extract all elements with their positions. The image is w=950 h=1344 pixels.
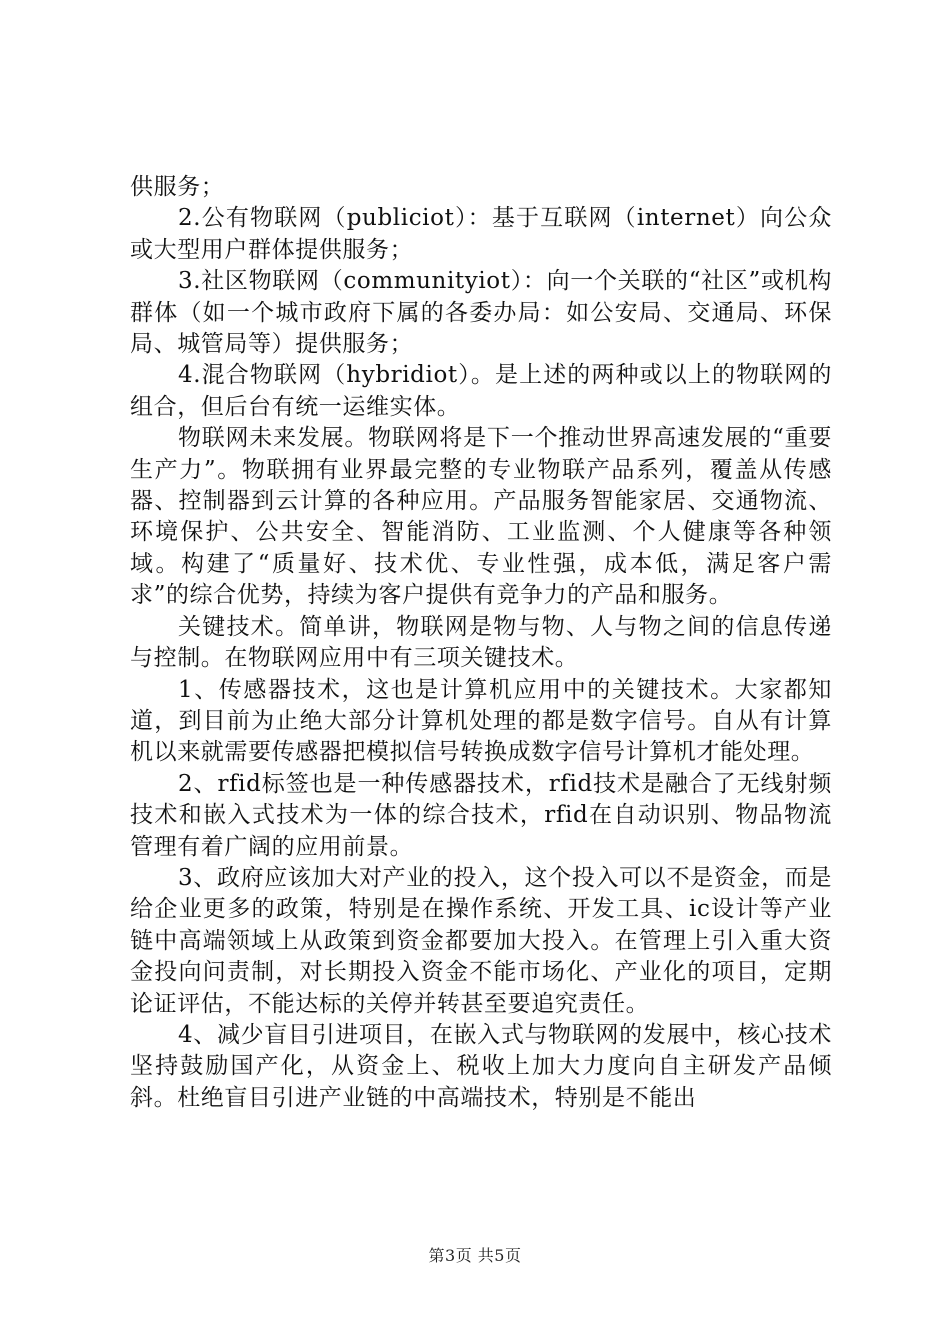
page-number-footer: 第3页 共5页 <box>428 1246 522 1265</box>
paragraph-future-development: 物联网未来发展。物联网将是下一个推动世界高速发展的“重要生产力”。物联拥有业界最完整的专业物联产品系列，覆盖从传感器、控制器到云计算的各种应用。产品服务智能家居、交通物流、环境保护、公共安全、智能消防、工业监测、个人健康等各种领域。构建了“质量好、技术优、专业性强，成本低，满足客户需求”的综合优势，持续为客户提供有竞争力的产品和服务。 <box>130 425 832 609</box>
document-body <box>130 172 832 1114</box>
paragraph-rfid: 2、rfid标签也是一种传感器技术，rfid技术是融合了无线射频技术和嵌入式技术为一体的综合技术，rfid在自动识别、物品物流管理有着广阔的应用前景。 <box>130 770 832 860</box>
paragraph-sensor-technology: 1、传感器技术，这也是计算机应用中的关键技术。大家都知道，到目前为止绝大部分计算机处理的都是数字信号。自从有计算机以来就需要传感器把模拟信号转换成数字信号计算机才能处理。 <box>130 676 832 766</box>
paragraph-hybrid-iot: 4.混合物联网（hybridiot）。是上述的两种或以上的物联网的组合，但后台有统一运维实体。 <box>130 362 832 420</box>
paragraph-community-iot: 3.社区物联网（communityiot）：向一个关联的“社区”或机构群体（如一个城市政府下属的各委办局：如公安局、交通局、环保局、城管局等）提供服务； <box>130 268 832 358</box>
paragraph-government-investment: 3、政府应该加大对产业的投入，这个投入可以不是资金，而是给企业更多的政策，特别是在操作系统、开发工具、ic设计等产业链中高端领域上从政策到资金都要加大投入。在管理上引入重大资金投向问责制，对长期投入资金不能市场化、产业化的项目，定期论证评估，不能达标的关停并转甚至要追究责任。 <box>130 864 832 1017</box>
paragraph-continuation: 供服务； <box>130 174 225 200</box>
paragraph-key-technologies: 关键技术。简单讲，物联网是物与物、人与物之间的信息传递与控制。在物联网应用中有三项关键技术。 <box>130 613 832 672</box>
paragraph-reduce-imports: 4、减少盲目引进项目，在嵌入式与物联网的发展中，核心技术坚持鼓励国产化，从资金上、税收上加大力度向自主研发产品倾斜。杜绝盲目引进产业链的中高端技术，特别是不能出 <box>130 1021 832 1111</box>
paragraph-public-iot: 2.公有物联网（publiciot）：基于互联网（internet）向公众或大型用户群体提供服务； <box>130 205 832 263</box>
